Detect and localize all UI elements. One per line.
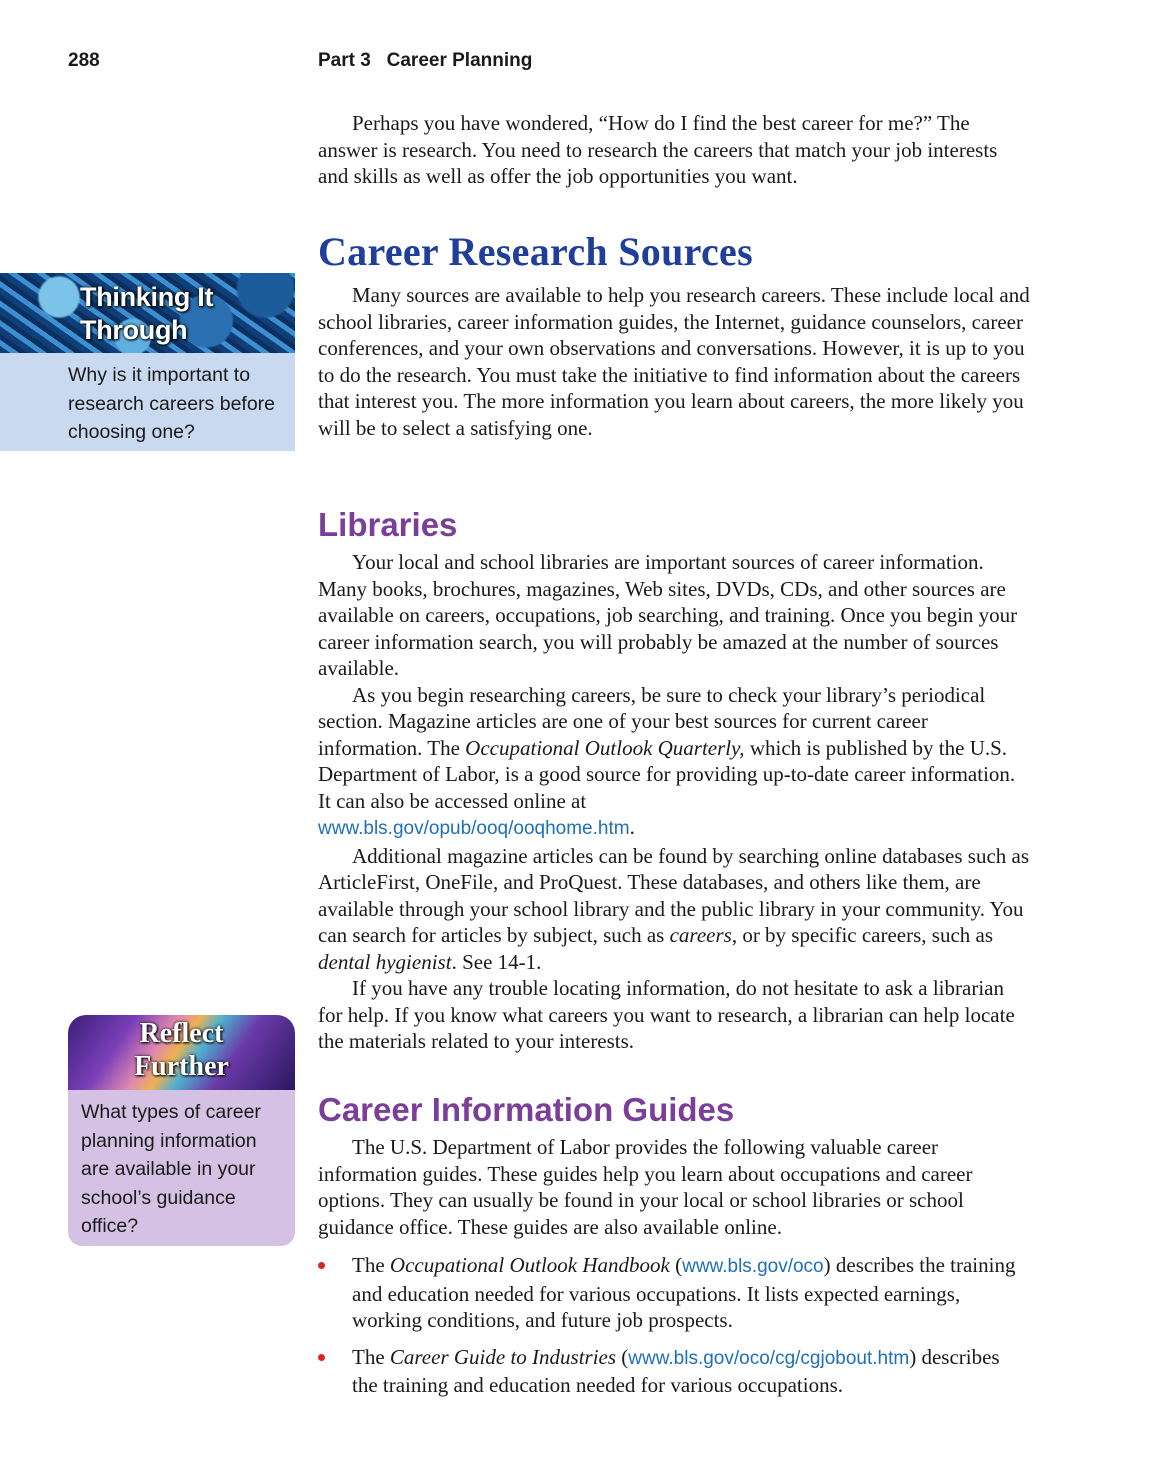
thinking-title-line2: Through — [80, 315, 188, 345]
list-item — [318, 1252, 1030, 1334]
text-run: ( — [669, 1253, 683, 1277]
text-run: , or by specific careers, such as — [731, 923, 994, 947]
reflect-further-box — [68, 1090, 295, 1246]
text-run: The — [352, 1344, 390, 1369]
thinking-title-line1: Thinking It — [80, 282, 214, 312]
thinking-question: Why is it important to research careers before choosing one? — [68, 364, 276, 443]
reflect-question: What types of career planning information are available in your school’s guidance office? — [81, 1101, 261, 1237]
heading-libraries: Libraries — [318, 506, 458, 543]
career-research-section — [318, 228, 1030, 441]
intro-paragraph: Perhaps you have wondered, “How do I find the best career for me?” The answer is research. You need to research the careers that match your job interests and skills as well as offer the job opportunities you want. — [318, 111, 998, 188]
oco-link[interactable]: www.bls.gov/oco — [682, 1256, 824, 1277]
reflect-further-banner — [68, 1015, 295, 1090]
text-run: . — [629, 815, 635, 839]
italic-term: careers — [669, 923, 732, 947]
list-item — [318, 1344, 1030, 1399]
libraries-paragraph-4: If you have any trouble locating information, do not hesitate to ask a librarian for help. If you know what careers you want to research, a librarian can help locate the materials related to your interests. — [318, 976, 1015, 1053]
italic-title: Occupational Outlook Quarterly, — [465, 735, 745, 760]
italic-title: Occupational Outlook Handbook — [389, 1253, 670, 1277]
text-run: ( — [616, 1344, 629, 1369]
text-run: Additional magazine articles can be found by searching online databases such as ArticleFirst, OneFile, and ProQuest. These databases, and others like them, are available through your school library and the public library in your community. You can search for articles by subject, such as — [318, 843, 1030, 947]
italic-term: dental hygienist — [318, 949, 452, 974]
text-run: As you begin researching careers, be sure to check your library’s periodical section. Magazine articles are one of your best sources for current career information. The — [318, 682, 986, 760]
intro-section — [318, 110, 1030, 190]
libraries-paragraph-3 — [318, 843, 1030, 976]
text-run: which is published by the U.S. Department of Labor, is a good source for providing up-to-date career information. It can also be accessed online at — [318, 735, 1016, 813]
guides-paragraph: The U.S. Department of Labor provides the following valuable career information guides. These guides help you learn about occupations and career options. They can usually be found in your local or school libraries or school guidance office. These guides are also available online. — [318, 1135, 973, 1239]
text-run: . See 14-1. — [451, 949, 542, 974]
bullet-icon — [318, 1262, 325, 1269]
cgjobout-link[interactable]: www.bls.gov/oco/cg/cgjobout.htm — [628, 1347, 910, 1369]
reflect-title-line2: Further — [134, 1051, 229, 1082]
bullet-icon — [318, 1354, 325, 1361]
reflect-title-line1: Reflect — [139, 1018, 224, 1049]
running-header: Part 3 Career Planning — [318, 50, 533, 71]
research-paragraph: Many sources are available to help you research careers. These include local and school libraries, career information guides, the Internet, guidance counselors, career conferences, and your own observations and conversations. However, it is up to you to do the research. You must take the initiative to find information about the careers that interest you. The more information you learn about careers, the more likely you will be to select a satisfying one. — [318, 283, 1030, 440]
heading-career-information-guides: Career Information Guides — [318, 1091, 735, 1128]
career-guides-section — [318, 1091, 1030, 1409]
text-run: ) describes the training and education needed for various occupations. It lists expected earnings, working conditions, and future job prospects. — [352, 1253, 1016, 1332]
text-run: ) describes the training and education needed for various occupations. — [352, 1344, 1000, 1397]
text-run: The — [352, 1253, 390, 1277]
ooq-link[interactable]: www.bls.gov/opub/ooq/ooqhome.htm — [318, 818, 630, 839]
thinking-it-through-box — [0, 353, 295, 451]
libraries-paragraph-2 — [318, 682, 1030, 843]
libraries-section — [318, 506, 1030, 1055]
guides-list — [318, 1252, 1030, 1399]
heading-career-research-sources: Career Research Sources — [318, 229, 753, 274]
thinking-it-through-banner — [0, 273, 295, 353]
libraries-paragraph-1: Your local and school libraries are important sources of career information. Many books, brochures, magazines, Web sites, DVDs, CDs, and other sources are available on careers, occupations, job searching, and training. Once you begin your career information search, you will probably be amazed at the number of sources available. — [318, 550, 1018, 680]
page-number: 288 — [68, 50, 100, 71]
italic-title: Career Guide to Industries — [389, 1344, 617, 1369]
